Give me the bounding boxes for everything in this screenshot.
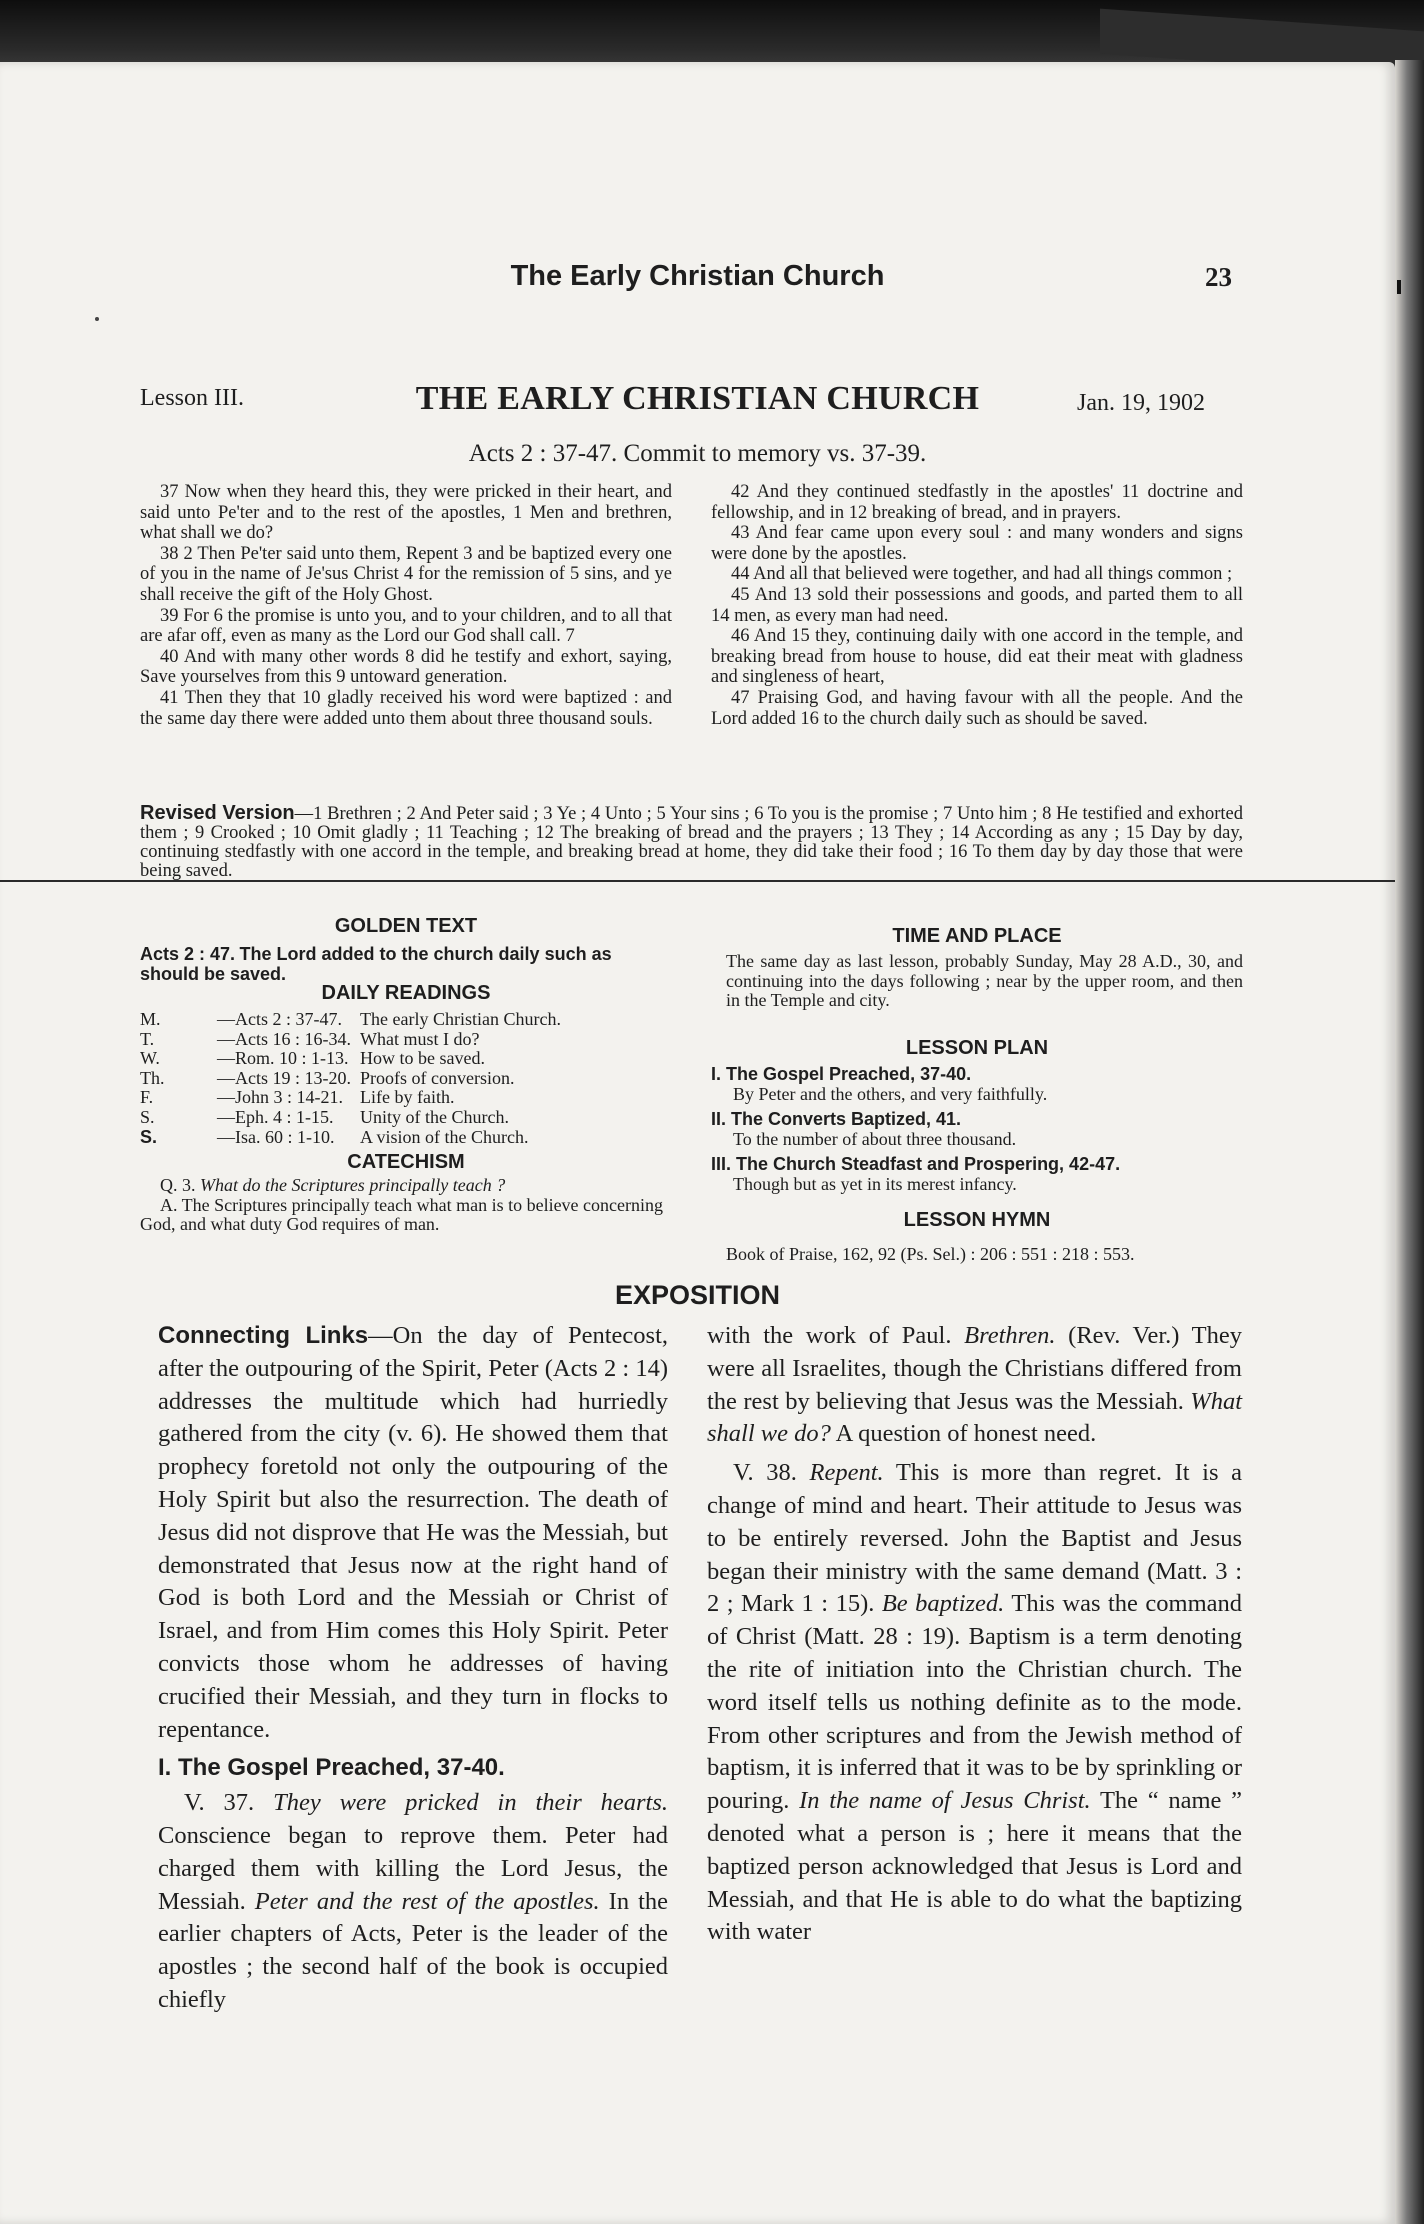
running-title: The Early Christian Church xyxy=(510,260,885,292)
lesson-hymn-heading: LESSON HYMN xyxy=(903,1209,1051,1231)
reading-row: F. —John 3 : 14-21. Life by faith. xyxy=(140,1087,455,1108)
verse-40: 40 And with many other words 8 did he testify and exhort, saying, Save yourselves from this 9 untoward generation. xyxy=(140,646,672,688)
verse-44: 44 And all that believed were together, and had all things common ; xyxy=(731,564,1233,585)
phrase: Repent. xyxy=(809,1459,884,1487)
time-and-place-text: The same day as last lesson, probably Sunday, May 28 A.D., 30, and continuing into the days following ; near by the upper room, and then in the Temple and city. xyxy=(726,951,1243,1010)
scripture-verses-left xyxy=(140,482,672,729)
lesson-plan-list xyxy=(711,1065,1243,1200)
page-number: 23 xyxy=(1205,262,1232,292)
revised-version-label: Revised Version xyxy=(140,802,295,824)
catechism-text xyxy=(140,1176,672,1235)
golden-text-body: The Lord added to the church daily such as should be saved. xyxy=(140,944,612,984)
reading-row: S. —Isa. 60 : 1-10. A vision of the Church. xyxy=(140,1126,529,1147)
edge-mark xyxy=(1397,280,1401,294)
connecting-links-text: —On the day of Pentecost, after the outpouring of the Spirit, Peter (Acts 2 : 14) addresses the multitude which had hurriedly gathered from the city (v. 6). He showed them that prophecy foretold not only the outpouring of the Holy Spirit but also the resurrection. The death of Jesus did not disprove that He was the Messiah, but demonstrated that Jesus now at the right hand of God is both Lord and the Messiah or Christ of Israel, and from Him comes this Holy Spirit. Peter convicts those whom he addresses of having crucified their Messiah, and they turn in flocks to repentance. xyxy=(158,1322,668,1743)
phrase: In the name of Jesus Christ. xyxy=(799,1787,1091,1815)
phrase: Brethren. xyxy=(964,1322,1056,1349)
phrase: Be baptized. xyxy=(881,1590,1005,1618)
catechism-question: What do the Scriptures principally teach ? xyxy=(200,1175,506,1195)
revised-version-notes xyxy=(140,804,1243,881)
time-and-place-heading: TIME AND PLACE xyxy=(892,925,1062,947)
daily-readings-heading: DAILY READINGS xyxy=(321,982,491,1004)
verse-46: 46 And 15 they, continuing daily with one accord in the temple, and breaking bread from house to house, did eat their meat with gladness and singleness of heart, xyxy=(711,626,1243,688)
catechism-answer: A. The Scriptures principally teach what man is to believe concerning God, and what duty God requires of man. xyxy=(140,1194,664,1234)
lesson-plan-item: III. The Church Steadfast and Prospering, 42-47. Though but as yet in its merest infancy. xyxy=(711,1154,1121,1194)
reading-row: Th. —Acts 19 : 13-20. Proofs of conversion. xyxy=(140,1067,515,1088)
verse-45: 45 And 13 sold their possessions and goods, and parted them to all 14 men, as every man had need. xyxy=(711,584,1243,626)
reading-row: T. —Acts 16 : 16-34. What must I do? xyxy=(140,1028,480,1049)
verse-label: V. 38. xyxy=(733,1459,797,1487)
golden-text-heading: GOLDEN TEXT xyxy=(334,915,478,937)
lesson-plan-heading: LESSON PLAN xyxy=(905,1037,1049,1059)
catechism-heading: CATECHISM xyxy=(347,1151,465,1173)
connecting-links-label: Connecting Links xyxy=(158,1322,369,1349)
reading-row: W. —Rom. 10 : 1-13. How to be saved. xyxy=(140,1048,485,1069)
lesson-plan-item: II. The Converts Baptized, 41. To the number of about three thousand. xyxy=(711,1109,1017,1149)
phrase: Peter and the rest of the apostles. xyxy=(254,1887,600,1915)
exposition-column-right: with the work of Paul. Brethren. (Rev. Ver.) They were all Israelites, though the Christians differed from the rest by believing that Jesus was the Messiah. What shall we do? A question of honest need. V. 38. Repent. This is more than regret. It is a change of mind and heart. Their attitude to Jesus was to be entirely reversed. John the Baptist and Jesus began their ministry with the same demand (Matt. 3 : 2 ; Mark 1 : 15). Be baptized. This was the command of Christ (Matt. 28 : 19). Baptism is a term denoting the rite of initiation into the Christian church. The word itself tells us nothing definite as to the mode. From other scriptures and from the Jewish method of baptism, it is inferred that it was to be by sprinkling or pouring. In the name of Jesus Christ. The “ name ” denoted what a person is ; here it means that the baptized person acknowledged that Jesus is Lord and Messiah, and that He is able to do what the baptizing with water xyxy=(707,1322,1243,1946)
golden-text xyxy=(140,945,672,984)
lesson-plan-item: I. The Gospel Preached, 37-40. By Peter and the others, and very faithfully. xyxy=(711,1064,1048,1104)
verse-47: 47 Praising God, and having favour with all the people. And the Lord added 16 to the church daily such as should be saved. xyxy=(711,687,1243,729)
golden-text-ref: Acts 2 : 47. xyxy=(140,944,236,964)
reading-row: S. —Eph. 4 : 1-15. Unity of the Church. xyxy=(140,1106,509,1127)
verse-39: 39 For 6 the promise is unto you, and to your children, and to all that are afar off, even as many as the Lord our God shall call. 7 xyxy=(140,605,672,647)
revised-version-text: —1 Brethren ; 2 And Peter said ; 3 Ye ; 4 Unto ; 5 Your sins ; 6 To you is the promise ; 7 Unto him ; 8 He testified and exhorted them ; 9 Crooked ; 10 Omit gladly ; 11 Teaching ; 12 The breaking of bread and the prayers ; 13 They ; 14 According as any ; 15 Day by day, continuing stedfastly with one accord in the temple, and breaking bread at home, they did take their food ; 16 To them day by day those that were being saved. xyxy=(140,804,1243,881)
page-right-edge xyxy=(1395,60,1424,2224)
strike-through-line xyxy=(0,880,1395,882)
verse-42: 42 And they continued stedfastly in the apostles' 11 doctrine and fellowship, and in 12 breaking of bread, and in prayers. xyxy=(711,482,1243,523)
exposition-column-left: Connecting Links—On the day of Pentecost, after the outpouring of the Spirit, Peter (Acts 2 : 14) addresses the multitude which had hurriedly gathered from the city (v. 6). He showed them that prophecy foretold not only the outpouring of the Holy Spirit but also the resurrection. The death of Jesus did not disprove that He was the Messiah, but demonstrated that Jesus now at the right hand of God is both Lord and the Messiah or Christ of Israel, and from Him comes this Holy Spirit. Peter convicts those whom he addresses of having crucified their Messiah, and they turn in flocks to repentance. I. The Gospel Preached, 37-40. V. 37. They were pricked in their hearts. Conscience began to reprove them. Peter had charged them with killing the Lord Jesus, the Messiah. Peter and the rest of the apostles. In the earlier chapters of Acts, Peter is the leader of the apostles ; the second half of the book is occupied chiefly xyxy=(158,1322,668,2013)
lesson-date: Jan. 19, 1902 xyxy=(1077,390,1205,416)
verse-37: 37 Now when they heard this, they were pricked in their heart, and said unto Pe'ter and to the rest of the apostles, 1 Men and brethren, what shall we do? xyxy=(140,482,672,544)
reading-row: M. —Acts 2 : 37-47. The early Christian Church. xyxy=(140,1009,561,1029)
phrase: They were pricked in their hearts. xyxy=(273,1789,668,1817)
lesson-hymn-text: Book of Praise, 162, 92 (Ps. Sel.) : 206 : 551 : 218 : 553. xyxy=(726,1244,1135,1264)
section-heading: I. The Gospel Preached, 37-40. xyxy=(158,1754,505,1782)
book-page xyxy=(0,62,1395,2224)
verse-label: V. 37. xyxy=(184,1789,255,1817)
catechism-question-number: Q. 3. xyxy=(160,1175,196,1195)
verse-38: 38 2 Then Pe'ter said unto them, Repent 3 and be baptized every one of you in the name of Je'sus Christ 4 for the remission of 5 sins, and ye shall receive the gift of the Holy Ghost. xyxy=(140,543,672,605)
lesson-title: THE EARLY CHRISTIAN CHURCH xyxy=(415,380,980,417)
scripture-reference: Acts 2 : 37-47. Commit to memory vs. 37-39. xyxy=(468,440,927,467)
verse-43: 43 And fear came upon every soul : and many wonders and signs were done by the apostles. xyxy=(711,523,1243,564)
daily-readings-list xyxy=(140,1010,672,1147)
exposition-heading: EXPOSITION xyxy=(614,1280,781,1310)
scripture-verses-right xyxy=(711,482,1243,729)
verse-41: 41 Then they that 10 gladly received his word were baptized : and the same day there were added unto them about three thousand souls. xyxy=(140,687,672,729)
ink-speck xyxy=(95,317,99,321)
lesson-number: Lesson III. xyxy=(140,385,244,411)
phrase: What shall we do? xyxy=(707,1387,1242,1448)
